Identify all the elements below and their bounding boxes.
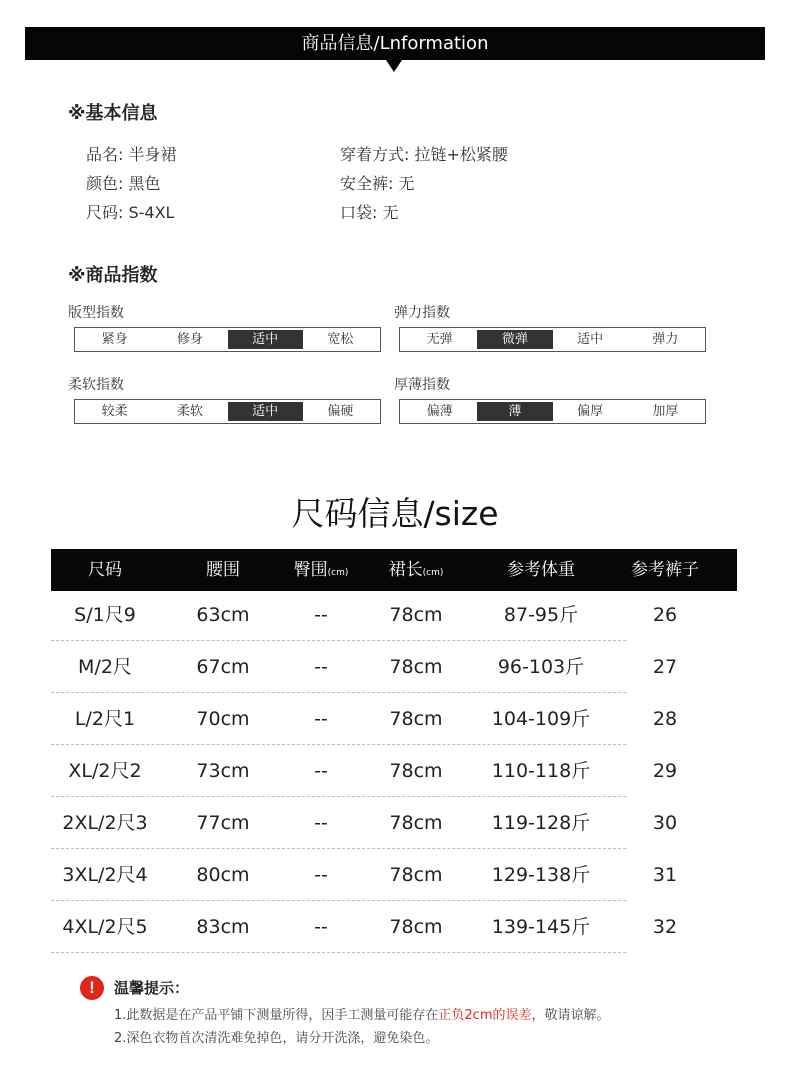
- table-cell: 139-145斤: [491, 916, 591, 938]
- column-header: [605, 549, 725, 591]
- section-header-bar: [25, 27, 765, 60]
- tip-note-1-prefix: 1.此数据是在产品平铺下测量所得，因手工测量可能存在: [114, 1008, 439, 1023]
- tip-note-2: 2.深色衣物首次清洗难免掉色，请分开洗涤，避免染色。: [114, 1031, 439, 1046]
- index-option: 适中: [577, 332, 604, 347]
- index-option: 宽松: [327, 332, 354, 347]
- table-cell: 27: [652, 656, 678, 678]
- table-cell: 80cm: [196, 864, 250, 886]
- info-wear-method: 穿着方式: 拉链+松紧腰: [340, 145, 508, 164]
- tip-note-1-highlight: 正负2cm的误差: [438, 1008, 532, 1023]
- table-cell: 110-118斤: [491, 760, 591, 782]
- table-cell: XL/2尺2: [68, 760, 142, 782]
- column-header-label: 腰围: [206, 560, 240, 580]
- info-safety-shorts: 安全裤: 无: [340, 174, 415, 193]
- index-option: 加厚: [652, 404, 679, 419]
- index-scale: [74, 399, 381, 424]
- tip-note-1: [114, 1004, 610, 1023]
- index-label: 弹力指数: [394, 305, 450, 321]
- table-cell: 3XL/2尺4: [62, 864, 148, 886]
- table-row: [51, 797, 737, 849]
- index-option: 弹力: [652, 332, 679, 347]
- table-cell: 96-103斤: [497, 656, 585, 678]
- index-option: 修身: [176, 332, 203, 347]
- table-row: [51, 641, 737, 693]
- column-header-unit: (cm): [422, 568, 444, 578]
- table-cell: L/2尺1: [74, 708, 136, 730]
- column-header-unit: (cm): [327, 568, 349, 578]
- table-cell: 2XL/2尺3: [62, 812, 148, 834]
- table-cell: S/1尺9: [74, 604, 136, 626]
- index-option: 偏硬: [327, 404, 354, 419]
- table-cell: 30: [652, 812, 678, 834]
- table-cell: 83cm: [196, 916, 250, 938]
- info-product-name: 品名: 半身裙: [86, 145, 177, 164]
- table-cell: --: [314, 864, 328, 886]
- column-header: [356, 549, 476, 594]
- table-cell: --: [314, 812, 328, 834]
- info-pocket: 口袋: 无: [340, 203, 399, 222]
- index-option-selected: 薄: [477, 402, 552, 421]
- info-color: 颜色: 黑色: [86, 174, 161, 193]
- table-cell: --: [314, 656, 328, 678]
- table-cell: 31: [652, 864, 678, 886]
- size-table-title: 尺码信息/size: [291, 494, 499, 533]
- index-option: 偏厚: [577, 404, 604, 419]
- table-cell: 26: [652, 604, 678, 626]
- table-cell: 104-109斤: [491, 708, 591, 730]
- tips-title: 温馨提示：: [114, 979, 190, 997]
- table-cell: 78cm: [389, 916, 443, 938]
- column-header-label: 臀围: [293, 560, 328, 580]
- column-header-label: 参考体重: [507, 560, 575, 580]
- basic-info-title: ※基本信息: [68, 103, 158, 124]
- column-header-label: 裙长: [388, 560, 423, 580]
- table-cell: 87-95斤: [503, 604, 579, 626]
- table-cell: 78cm: [389, 864, 443, 886]
- column-header: [45, 549, 165, 591]
- index-scale: [399, 399, 706, 424]
- index-scale: [74, 327, 381, 352]
- table-cell: 78cm: [389, 760, 443, 782]
- table-cell: 77cm: [196, 812, 250, 834]
- index-option: 无弹: [426, 332, 453, 347]
- table-cell: 78cm: [389, 708, 443, 730]
- table-cell: --: [314, 760, 328, 782]
- index-scale: [399, 327, 706, 352]
- table-cell: 78cm: [389, 656, 443, 678]
- table-cell: 28: [652, 708, 678, 730]
- table-cell: 4XL/2尺5: [62, 916, 148, 938]
- index-option: 柔软: [176, 404, 203, 419]
- table-row: [51, 849, 737, 901]
- table-cell: 78cm: [389, 604, 443, 626]
- column-header-label: 尺码: [88, 560, 122, 580]
- table-cell: 73cm: [196, 760, 250, 782]
- header-notch: [386, 60, 402, 72]
- table-cell: 67cm: [196, 656, 250, 678]
- size-table-header: [51, 549, 737, 591]
- table-row: [51, 901, 737, 953]
- table-cell: --: [314, 604, 328, 626]
- table-cell: --: [314, 916, 328, 938]
- table-cell: M/2尺: [78, 656, 132, 678]
- section-header-title: 商品信息/Lnformation: [301, 33, 489, 54]
- index-label: 柔软指数: [68, 377, 124, 393]
- column-header-label: 参考裤子: [631, 560, 699, 580]
- exclamation-icon: !: [80, 976, 104, 1000]
- index-option: 紧身: [101, 332, 128, 347]
- table-row: [51, 745, 737, 797]
- table-cell: 119-128斤: [491, 812, 591, 834]
- table-row: [51, 589, 737, 641]
- column-header: [481, 549, 601, 591]
- tip-note-1-suffix: ，敬请谅解。: [531, 1008, 610, 1023]
- table-row: [51, 693, 737, 745]
- table-cell: 29: [652, 760, 678, 782]
- info-size-range: 尺码: S-4XL: [86, 203, 175, 222]
- index-option-selected: 适中: [228, 330, 303, 349]
- table-cell: 63cm: [196, 604, 250, 626]
- table-cell: 32: [652, 916, 678, 938]
- table-cell: 129-138斤: [491, 864, 591, 886]
- index-option: 偏薄: [426, 404, 453, 419]
- index-option-selected: 微弹: [477, 330, 552, 349]
- index-option-selected: 适中: [228, 402, 303, 421]
- table-cell: 78cm: [389, 812, 443, 834]
- indices-title: ※商品指数: [68, 265, 158, 286]
- index-label: 版型指数: [68, 305, 124, 321]
- table-cell: 70cm: [196, 708, 250, 730]
- index-label: 厚薄指数: [394, 377, 450, 393]
- table-cell: --: [314, 708, 328, 730]
- index-option: 较柔: [101, 404, 128, 419]
